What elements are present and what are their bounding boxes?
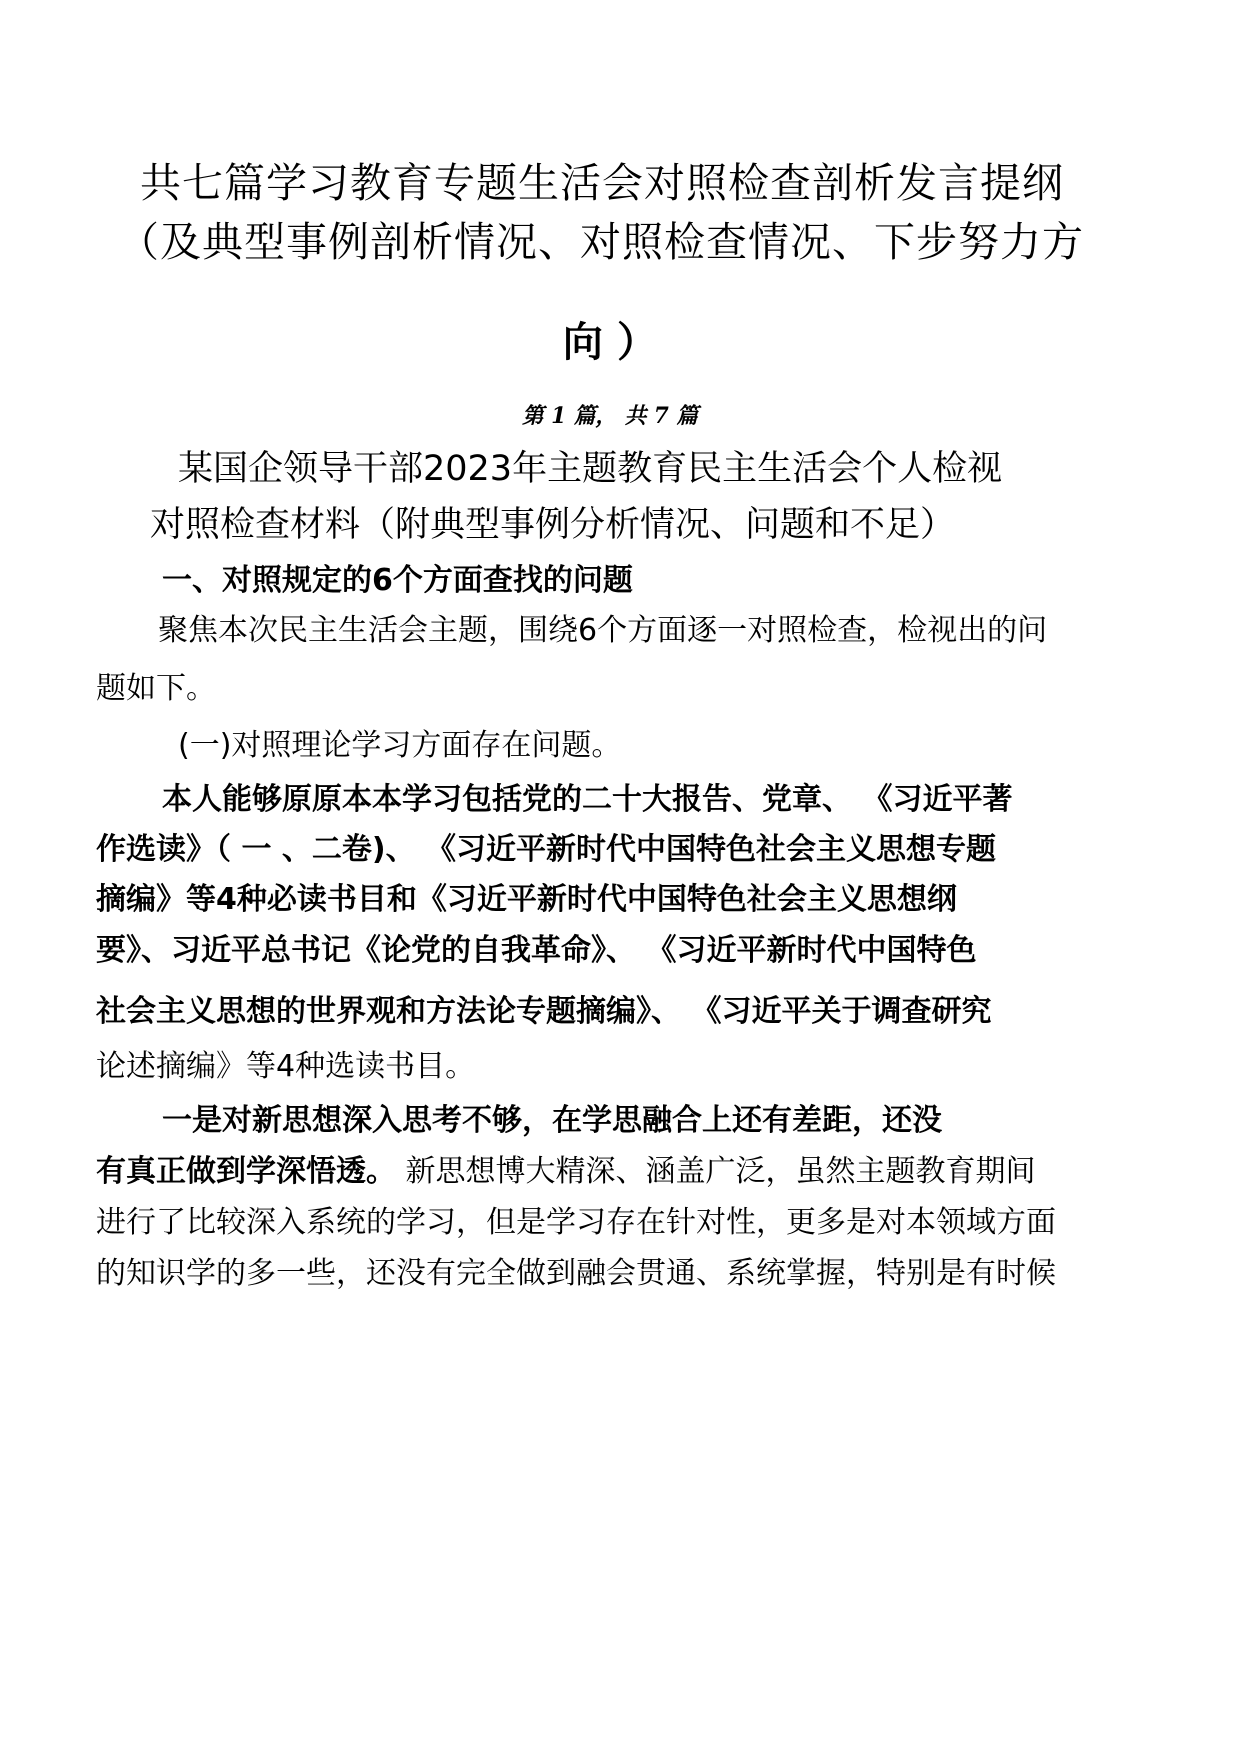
subsection-heading: (一)对照理论学习方面存在问题。 [178, 728, 622, 763]
document-title-line-1: 共七篇学习教育专题生活会对照检查剖析发言提纲 [140, 159, 1064, 207]
point-one-line-2-bold: 有真正做到学深悟透。 [96, 1154, 396, 1189]
document-title-line-3: 向 ） [562, 318, 658, 366]
subtitle-line-1: 某国企领导干部2023年主题教育民主生活会个人检视 [178, 449, 1003, 489]
reading-line-1: 本人能够原原本本学习包括党的二十大报告、党章、 《习近平著 [162, 782, 1013, 817]
intro-line-2: 题如下。 [96, 671, 216, 706]
intro-line-1: 聚焦本次民主生活会主题，围绕6个方面逐一对照检查，检视出的问 [158, 613, 1048, 648]
chapter-label: 第 1 篇， 共 7 篇 [521, 403, 699, 429]
reading-line-4: 要》、习近平总书记《论党的自我革命》、 《习近平新时代中国特色 [96, 933, 977, 968]
reading-line-3: 摘编》等4种必读书目和《习近平新时代中国特色社会主义思想纲 [96, 882, 957, 917]
reading-line-6: 论述摘编》等4种选读书目。 [96, 1049, 476, 1084]
point-one-line-3: 进行了比较深入系统的学习，但是学习存在针对性，更多是对本领域方面 [96, 1205, 1056, 1240]
reading-line-5: 社会主义思想的世界观和方法论专题摘编》、 《习近平关于调查研究 [96, 994, 992, 1029]
section-heading: 一、对照规定的6个方面查找的问题 [162, 563, 633, 598]
point-one-line-2-rest: 新思想博大精深、涵盖广泛，虽然主题教育期间 [396, 1154, 1036, 1189]
point-one-line-1: 一是对新思想深入思考不够，在学思融合上还有差距，还没 [162, 1103, 942, 1138]
subtitle-line-2: 对照检查材料（附典型事例分析情况、问题和不足） [150, 505, 956, 545]
point-one-line-2 [96, 1154, 1036, 1189]
reading-line-2: 作选读》（ 一 、二卷)、 《习近平新时代中国特色社会主义思想专题 [96, 832, 997, 867]
point-one-line-4: 的知识学的多一些，还没有完全做到融会贯通、系统掌握，特别是有时候 [96, 1256, 1056, 1291]
document-title-line-2: （及典型事例剖析情况、对照检查情况、下步努力方 [118, 218, 1084, 266]
